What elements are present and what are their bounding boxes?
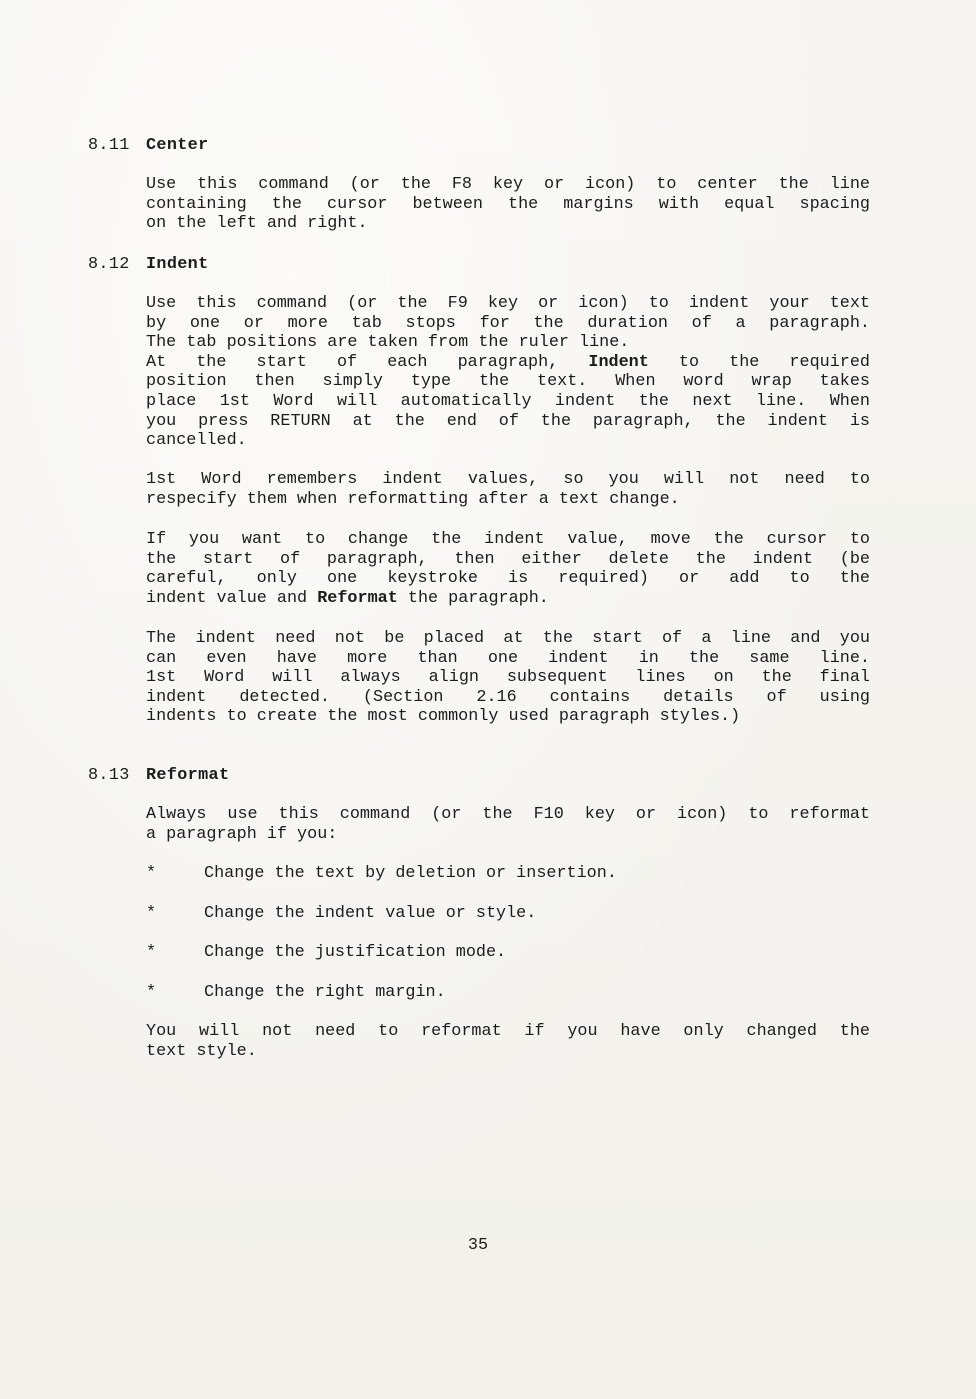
bullet-item	[146, 983, 446, 1003]
text-fragment: to the required	[678, 352, 870, 372]
bullet-marker: *	[146, 943, 157, 962]
text-line: respecify them when reformatting after a text change.	[146, 489, 680, 509]
text-line: text style.	[146, 1041, 257, 1061]
text-line: indent detected. (Section 2.16 contains details of using	[146, 687, 870, 707]
bullet-text: Change the text by deletion or insertion.	[204, 864, 617, 883]
section-title: Reformat	[146, 766, 230, 785]
section-title: Center	[146, 136, 209, 155]
text-line: cancelled.	[146, 431, 247, 451]
text-line: Use this command (or the F8 key or icon) to center the line	[146, 175, 870, 194]
bullet-text: Change the indent value or style.	[204, 904, 537, 923]
text-line: indents to create the most commonly used paragraph styles.)	[146, 707, 741, 727]
paragraph-indent-1	[146, 294, 870, 451]
bullet-text: Change the right margin.	[204, 983, 446, 1002]
bullet-marker: *	[146, 864, 157, 883]
text-line: by one or more tab stops for the duration of a paragraph.	[146, 313, 870, 333]
bullet-item	[146, 904, 536, 924]
text-line: position then simply type the text. When word wrap takes	[146, 372, 870, 392]
text-line-with-bold	[146, 353, 870, 373]
paragraph-indent-4	[146, 629, 870, 727]
paragraph-reformat-intro	[146, 805, 870, 844]
paragraph-reformat-outro	[146, 1022, 870, 1061]
text-line: The tab positions are taken from the ruler line.	[146, 333, 630, 353]
section-number: 8.13	[88, 766, 130, 785]
text-line: you press RETURN at the end of the paragraph, the indent is	[146, 411, 870, 431]
text-line: If you want to change the indent value, move the cursor to	[146, 530, 870, 549]
bullet-marker: *	[146, 904, 157, 923]
section-number: 8.12	[88, 255, 130, 274]
text-line: 1st Word will always align subsequent lines on the final	[146, 668, 870, 688]
bold-term: Indent	[588, 352, 649, 372]
text-line: careful, only one keystroke is required) or add to the	[146, 569, 870, 589]
paragraph-center	[146, 175, 870, 234]
text-line: The indent need not be placed at the start of a line and you	[146, 629, 870, 648]
text-line-with-bold	[146, 589, 870, 609]
bullet-text: Change the justification mode.	[204, 943, 507, 962]
text-line: You will not need to reformat if you have only changed the	[146, 1022, 870, 1041]
section-heading-center	[88, 136, 209, 156]
text-fragment: indent value and	[146, 588, 308, 608]
text-line: Use this command (or the F9 key or icon) to indent your text	[146, 294, 870, 313]
text-fragment: At the start of each paragraph,	[146, 352, 559, 372]
text-line: on the left and right.	[146, 214, 368, 234]
bullet-item	[146, 943, 506, 963]
text-line: a paragraph if you:	[146, 824, 338, 844]
text-fragment: the paragraph.	[407, 588, 549, 608]
text-line: containing the cursor between the margins with equal spacing	[146, 194, 870, 214]
bullet-marker: *	[146, 983, 157, 1002]
bullet-item	[146, 864, 617, 884]
section-title: Indent	[146, 255, 209, 274]
bold-term: Reformat	[317, 588, 398, 608]
paragraph-indent-2	[146, 470, 870, 509]
text-line: can even have more than one indent in the same line.	[146, 648, 870, 668]
text-line: Always use this command (or the F10 key or icon) to reformat	[146, 805, 870, 824]
text-line: place 1st Word will automatically indent the next line. When	[146, 391, 870, 411]
page-number: 35	[467, 1236, 489, 1255]
section-heading-indent	[88, 255, 209, 275]
section-number: 8.11	[88, 136, 130, 155]
section-heading-reformat	[88, 766, 229, 786]
text-line: 1st Word remembers indent values, so you will not need to	[146, 470, 870, 489]
text-line: the start of paragraph, then either delete the indent (be	[146, 549, 870, 569]
paragraph-indent-3	[146, 530, 870, 608]
